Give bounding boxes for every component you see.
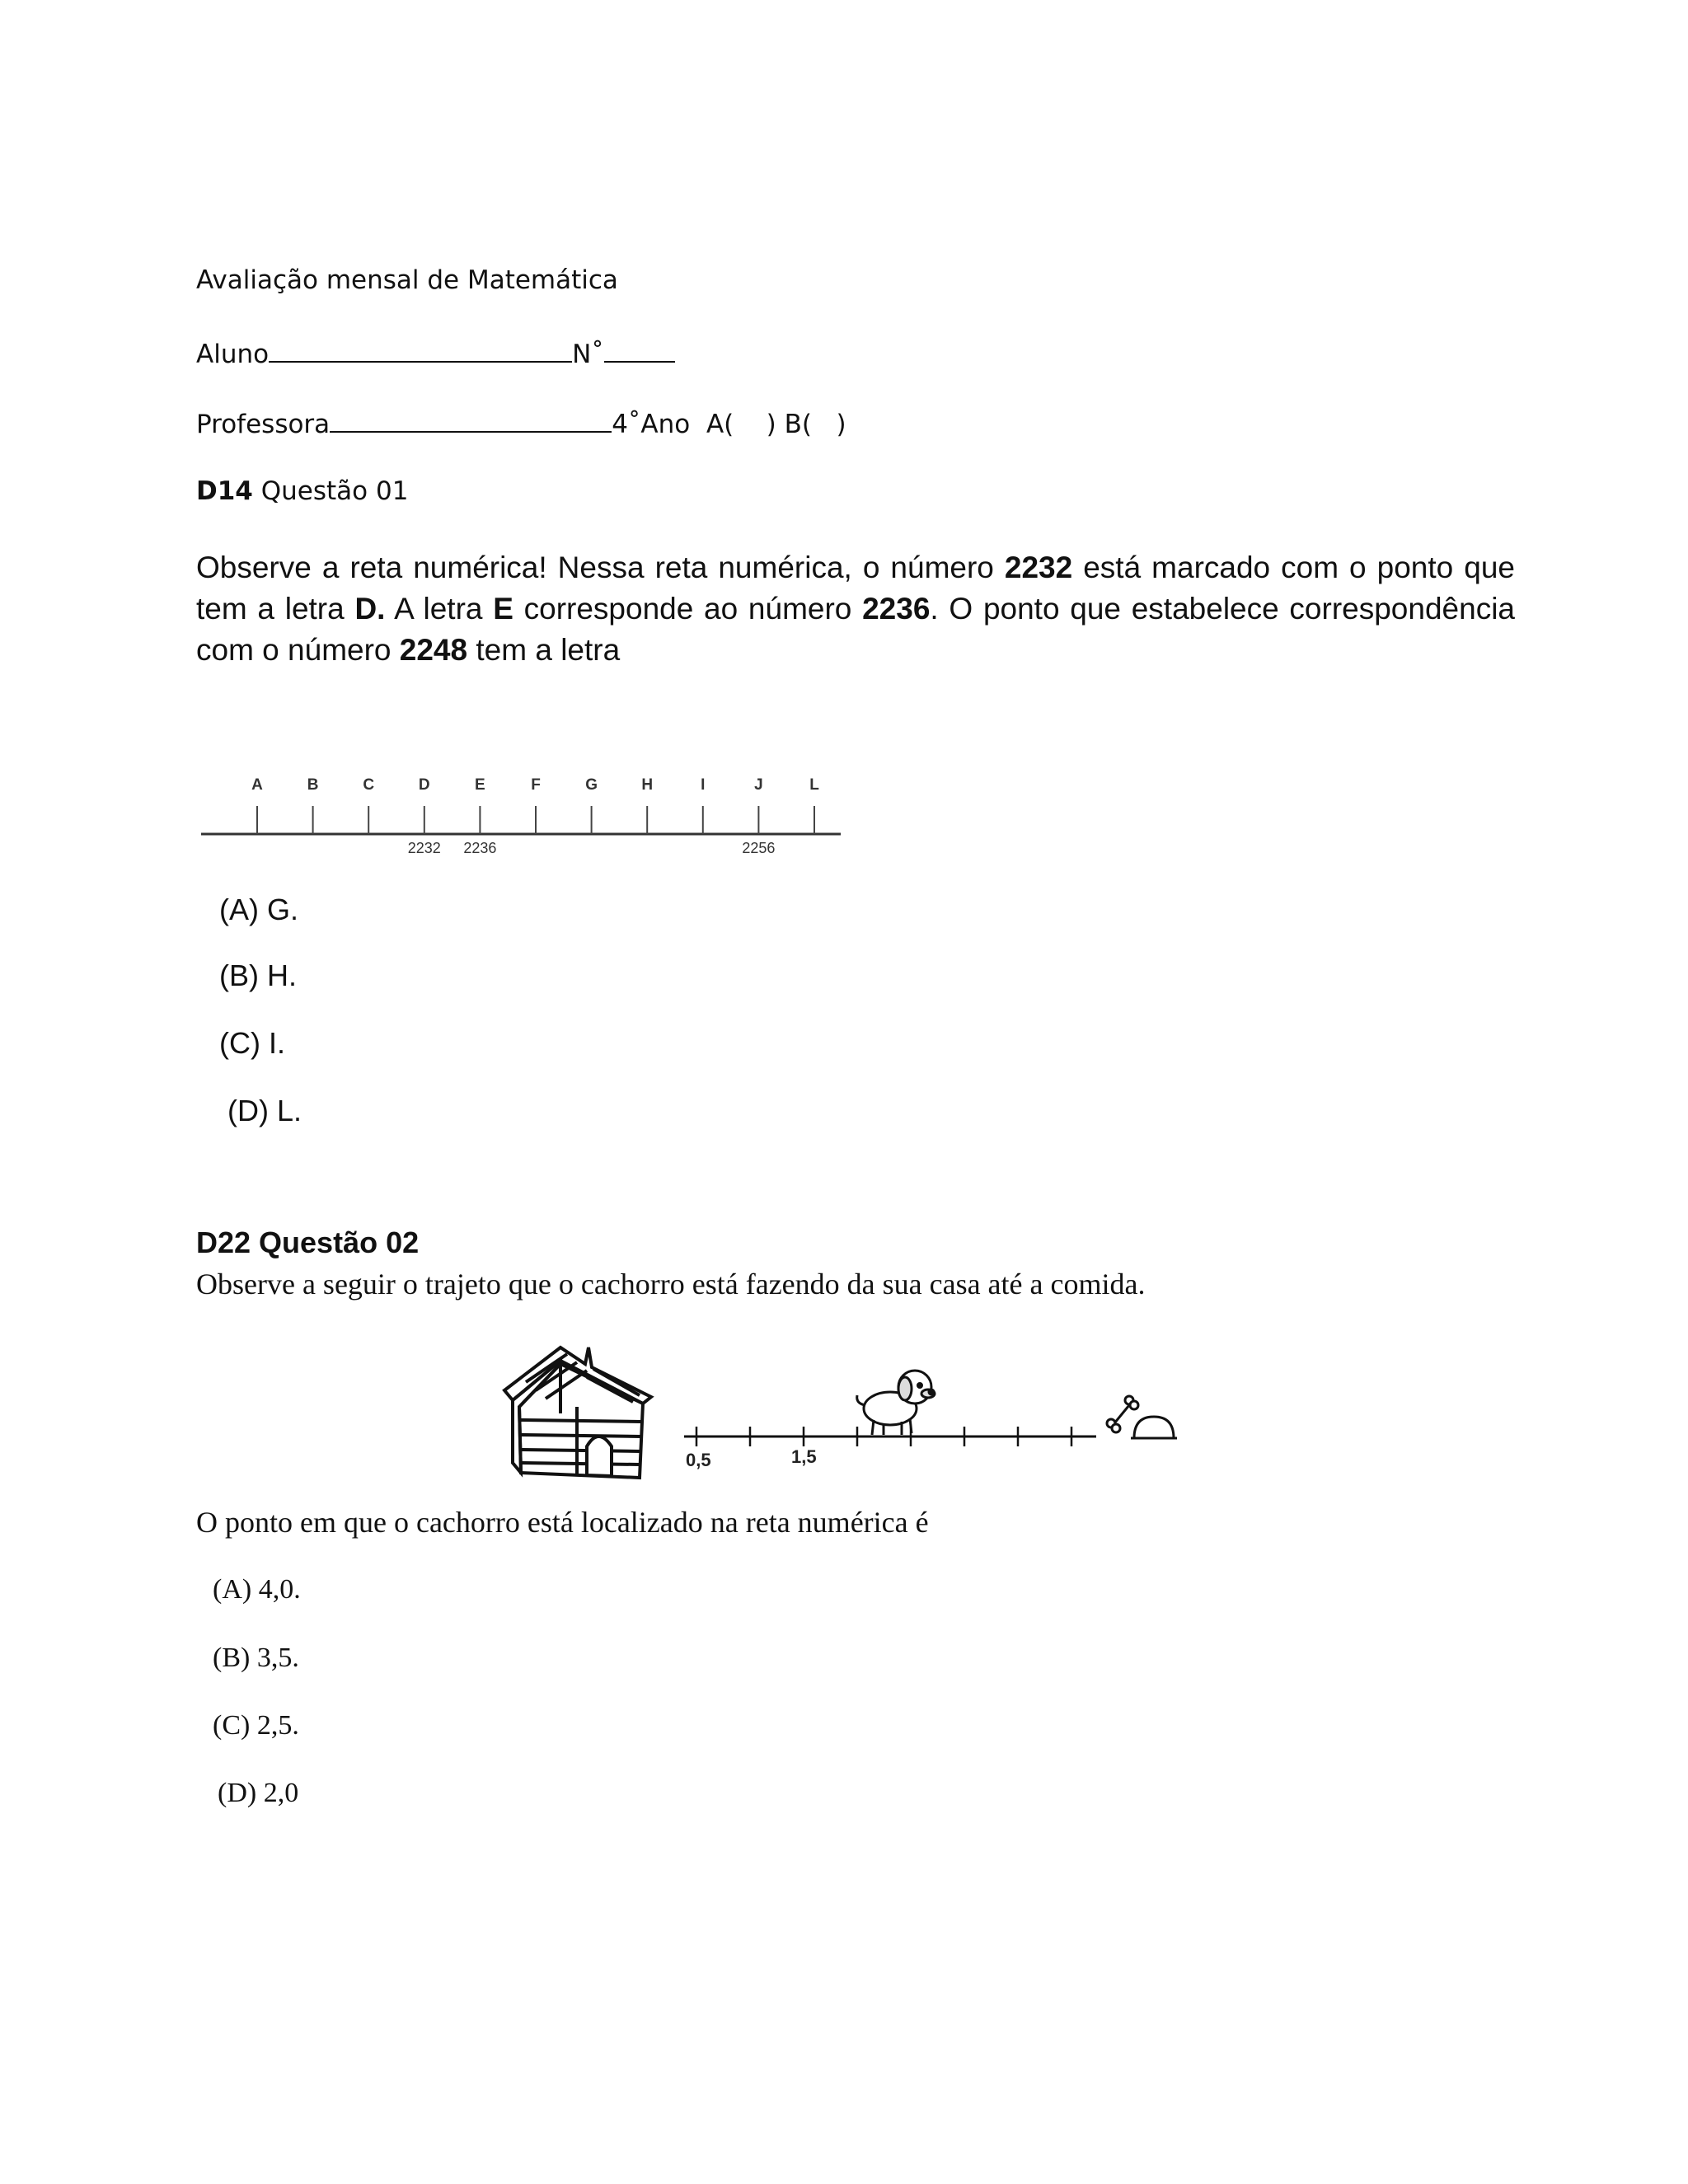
q2-tick-label: 1,5 [791, 1446, 817, 1467]
q1-number: 2236 [862, 592, 931, 626]
q2-option-a[interactable]: (A) 4,0. [213, 1574, 301, 1605]
q1-number: 2232 [1004, 551, 1073, 584]
q1-text: está marcado com o ponto que tem a letra [196, 551, 1515, 626]
number-line-letter: B [307, 776, 319, 794]
number-line-letter: D [418, 776, 430, 794]
q2-intro: Observe a seguir o trajeto que o cachorro está fazendo da sua casa até a comida. [196, 1268, 1146, 1301]
q1-code: D14 [196, 476, 253, 506]
q1-option-a[interactable]: (A) G. [219, 893, 298, 926]
dog-house-icon [504, 1347, 651, 1478]
grade-label: 4˚Ano A( ) B( ) [612, 410, 846, 439]
number-line-value: 2256 [742, 840, 776, 856]
number-line-letter: G [585, 776, 598, 794]
student-line [196, 336, 675, 369]
number-label: N˚ [572, 340, 604, 369]
number-line-letter: F [531, 776, 541, 794]
q2-question: O ponto em que o cachorro está localizado na reta numérica é [196, 1506, 929, 1539]
q1-text: corresponde ao número [513, 592, 863, 626]
student-label: Aluno [196, 340, 270, 369]
q1-text: tem a letra [467, 633, 621, 667]
q2-heading: D22 Questão 02 [196, 1226, 420, 1259]
q1-letter: E [493, 592, 513, 626]
dog-icon [857, 1371, 935, 1435]
q1-heading [196, 476, 408, 506]
q1-statement [196, 547, 1515, 671]
number-line-letter: A [251, 776, 263, 794]
number-line-letter: C [363, 776, 375, 794]
q2-illustration [495, 1331, 1179, 1496]
document-title: Avaliação mensal de Matemática [196, 265, 618, 295]
teacher-label: Professora [196, 410, 331, 439]
q1-number: 2248 [399, 633, 468, 667]
q1-option-c[interactable]: (C) I. [219, 1026, 285, 1060]
number-line-letter: E [475, 776, 485, 794]
bone-and-food-bowl-icon [1107, 1396, 1177, 1438]
number-line-value: 2236 [463, 840, 497, 856]
q1-number-line [198, 766, 849, 865]
number-line-letter: J [754, 776, 763, 794]
q1-text: A letra [385, 592, 494, 626]
number-line-letter: L [809, 776, 819, 794]
q1-text: Observe a reta numérica! Nessa reta numérica, o número [196, 551, 1005, 584]
number-line-letter: H [641, 776, 654, 794]
q2-option-b[interactable]: (B) 3,5. [213, 1643, 299, 1673]
number-line-value: 2232 [407, 840, 441, 856]
q1-letter: D. [354, 592, 386, 626]
student-number-blank[interactable] [604, 336, 675, 363]
q2-option-d[interactable]: (D) 2,0 [218, 1778, 299, 1808]
teacher-name-blank[interactable] [330, 406, 612, 433]
q1-text: . O ponto que estabelece correspondência com o número [196, 592, 1515, 667]
teacher-line [196, 406, 846, 439]
q1-option-b[interactable]: (B) H. [219, 958, 297, 992]
q1-label: Questão 01 [260, 476, 409, 506]
q2-option-c[interactable]: (C) 2,5. [213, 1710, 299, 1741]
q2-tick-label: 0,5 [686, 1450, 711, 1470]
q1-option-d[interactable]: (D) L. [227, 1094, 302, 1127]
number-line-letter: I [701, 776, 706, 794]
student-name-blank[interactable] [269, 336, 572, 363]
